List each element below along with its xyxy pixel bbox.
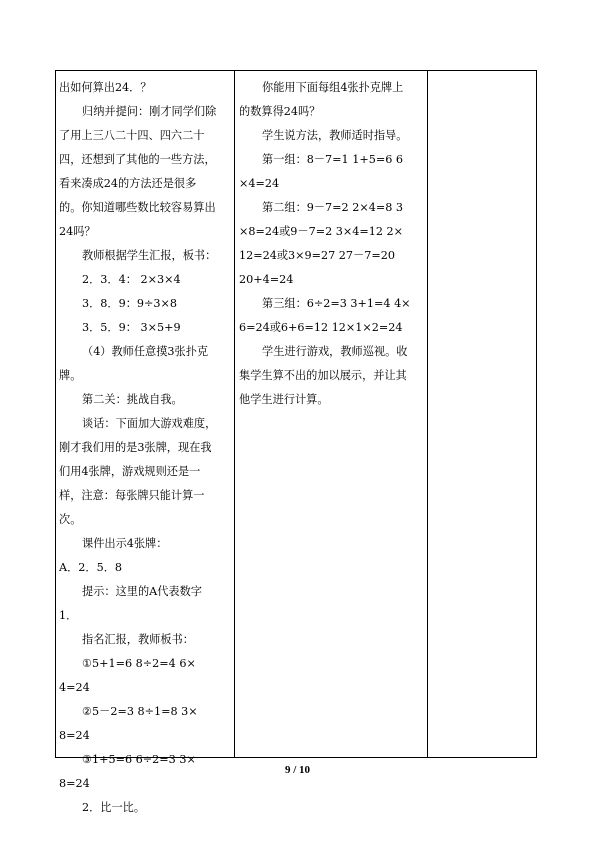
text-line: 样，注意：每张牌只能计算一 [59,489,205,502]
text-line: 们用4张牌，游戏规则还是一 [59,465,201,478]
text-line: ③1+5=6 6÷2=3 3× [82,753,196,766]
text-line: ①5+1=6 8÷2=4 6× [82,657,196,670]
text-line: 第二关：挑战自我。 [82,393,183,406]
text-line: 8=24 [59,729,90,742]
text-line: 第二组：9－7=2 2×4=8 3 [262,201,403,214]
left-column-cell [59,71,237,814]
text-line: 他学生进行计算。 [239,393,329,406]
text-line: 20+4=24 [239,273,294,286]
text-line: 6=24或6+6=12 12×1×2=24 [239,321,403,334]
text-line: 指名汇报，教师板书： [82,633,194,646]
text-line: 2．比一比。 [82,801,146,814]
text-line: 学生说方法，教师适时指导。 [262,129,408,142]
text-line: A．2．5．8 [59,561,122,574]
page-number: 9 / 10 [284,764,311,776]
right-column-cell [430,71,536,757]
text-line: 归纳并提问：刚才同学们除 [82,105,217,118]
text-line: 的数算得24吗？ [239,105,321,118]
text-line: 4=24 [59,681,90,694]
text-line: 学生进行游戏，教师巡视。收 [262,345,408,358]
text-line: ×8=24或9－7=2 3×4=12 2× [239,225,404,238]
text-line: 提示：这里的A代表数字 [82,585,202,598]
text-line: 的。你知道哪些数比较容易算出 [59,201,216,214]
text-line: 出如何算出24．？ [59,81,152,94]
text-line: 第三组：6÷2=3 3+1=4 4× [262,297,411,310]
text-line: 看来凑成24的方法还是很多 [59,177,197,190]
text-line: ×4=24 [239,177,280,190]
text-line: 集学生算不出的加以展示，并让其 [239,369,407,382]
text-line: 3．8．9：9÷3×8 [82,297,178,310]
text-line: 8=24 [59,777,90,790]
text-line: 刚才我们用的是3张牌，现在我 [59,441,212,454]
text-line: 四，还想到了其他的一些方法， [59,153,216,166]
text-line: （4）教师任意摸3张扑克 [82,345,209,358]
text-line: 24吗？ [59,225,96,238]
text-line: 课件出示4张牌： [82,537,168,550]
text-line: 1． [59,609,78,622]
text-line: 2．3．4： 2×3×4 [82,273,181,286]
text-line: 3．5．9： 3×5+9 [82,321,181,334]
text-line: 了用上三八二十四、四六二十 [59,129,205,142]
middle-column-cell [239,71,425,757]
text-line: 教师根据学生汇报，板书： [82,249,217,262]
text-line: 你能用下面每组4张扑克牌上 [262,81,404,94]
text-line: 牌。 [59,369,82,382]
text-line: 12=24或3×9=27 27－7=20 [239,249,395,262]
text-line: 第一组：8－7=1 1+5=6 6 [262,153,403,166]
column-divider-2 [427,71,428,757]
text-line: 次。 [59,513,82,526]
text-line: 谈话：下面加大游戏难度， [82,417,217,430]
text-line: ②5－2=3 8÷1=8 3× [82,705,198,718]
